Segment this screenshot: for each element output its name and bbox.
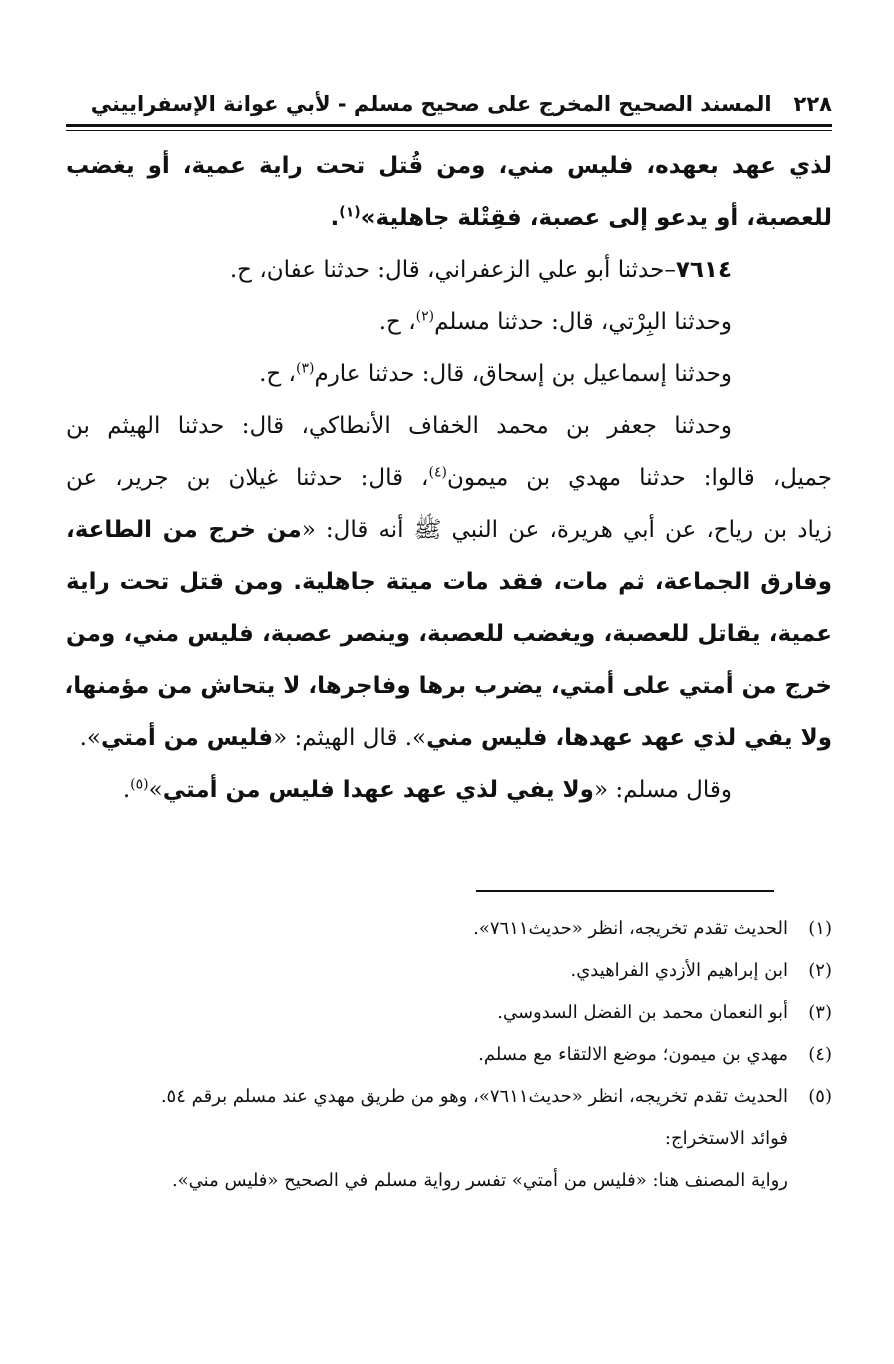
book-title: المسند الصحيح المخرج على صحيح مسلم - لأبي عوانة الإسفراييني bbox=[90, 92, 772, 116]
text-line bbox=[66, 712, 832, 764]
footnote-ref[interactable]: (٣) bbox=[295, 360, 315, 377]
hadith-number: ٧٦١٤ bbox=[675, 257, 732, 283]
line-text: . bbox=[122, 777, 131, 803]
text-line bbox=[66, 296, 832, 348]
footnote-text: أبو النعمان محمد بن الفضل السدوسي. bbox=[497, 1002, 788, 1023]
line-text: ، ح. bbox=[259, 361, 296, 387]
text-line bbox=[66, 660, 832, 712]
footnote-ref[interactable]: (٢) bbox=[415, 308, 435, 325]
line-text: لذي عهد بعهده، فليس مني، ومن قُتل تحت راية عمية، أو يغضب bbox=[66, 153, 832, 179]
line-text: زياد بن رياح، عن أبي هريرة، عن النبي ﷺ أنه قال: « bbox=[301, 517, 832, 543]
line-text: » bbox=[148, 777, 163, 803]
footnote-ref[interactable]: (٤) bbox=[428, 464, 447, 481]
footnote-text: الحديث تقدم تخريجه، انظر «حديث٧٦١١». bbox=[473, 918, 788, 939]
header-rule-thick bbox=[66, 124, 832, 127]
footnote-number: (٥) bbox=[808, 1086, 832, 1107]
hadith-text: وفارق الجماعة، ثم مات، فقد مات ميتة جاهلية. ومن قتل تحت راية bbox=[66, 569, 832, 595]
footnote-number: (١) bbox=[808, 918, 832, 939]
footnote-number: (٤) bbox=[808, 1044, 832, 1065]
text-line bbox=[66, 504, 832, 556]
line-text: وحدثنا إسماعيل بن إسحاق، قال: حدثنا عارم bbox=[314, 361, 732, 387]
footnote bbox=[66, 950, 832, 992]
footnote-number: (٣) bbox=[808, 1002, 832, 1023]
text-line: للعصبة، أو يدعو إلى عصبة، فقِتْلة جاهلية»$^{(١)}$. bbox=[330, 204, 832, 231]
line-text: للعصبة، أو يدعو إلى عصبة، فقِتْلة جاهلية» bbox=[360, 205, 832, 231]
footnote-text: رواية المصنف هنا: «فليس من أمتي» تفسر رواية مسلم في الصحيح «فليس مني». bbox=[171, 1170, 788, 1191]
footnote-number: (٢) bbox=[808, 960, 832, 981]
footnote-subheading bbox=[66, 1118, 832, 1160]
line-text: جميل، قالوا: حدثنا مهدي بن ميمون bbox=[446, 465, 832, 491]
text-line bbox=[66, 764, 832, 816]
line-text: ، قال: حدثنا غيلان بن جرير، عن bbox=[66, 465, 429, 491]
text-line bbox=[66, 452, 832, 504]
footnote-text: الحديث تقدم تخريجه، انظر «حديث٧٦١١»، وهو من طريق مهدي عند مسلم برقم ٥٤. bbox=[160, 1086, 788, 1107]
footnote bbox=[66, 908, 832, 950]
footnote bbox=[66, 992, 832, 1034]
footnotes bbox=[66, 908, 832, 1202]
footnote-continuation bbox=[66, 1160, 832, 1202]
footnote bbox=[66, 1034, 832, 1076]
footnote-text: مهدي بن ميمون؛ موضع الالتقاء مع مسلم. bbox=[478, 1044, 788, 1065]
text-line bbox=[66, 608, 832, 660]
hadith-text: من خرج من الطاعة، bbox=[66, 517, 302, 543]
text-line bbox=[66, 140, 832, 192]
footnote-separator bbox=[476, 890, 774, 892]
text-line bbox=[66, 348, 832, 400]
footnote-ref[interactable]: (٥) bbox=[130, 776, 149, 793]
text-line bbox=[66, 400, 832, 452]
footnote-text: فوائد الاستخراج: bbox=[664, 1128, 788, 1149]
footnote-text: ابن إبراهيم الأزدي الفراهيدي. bbox=[570, 960, 788, 981]
line-text: وقال مسلم: « bbox=[593, 777, 732, 803]
footnote bbox=[66, 1076, 832, 1118]
hadith-text: فليس من أمتي bbox=[101, 725, 274, 751]
header-rule-thin bbox=[66, 130, 832, 131]
line-text: ». bbox=[79, 725, 101, 751]
main-text bbox=[66, 140, 832, 816]
text-line bbox=[66, 556, 832, 608]
hadith-text: عمية، يقاتل للعصبة، ويغضب للعصبة، وينصر عصبة، فليس مني، ومن bbox=[66, 621, 832, 647]
line-text: ». قال الهيثم: « bbox=[273, 725, 427, 751]
hadith-text: خرج من أمتي على أمتي، يضرب برها وفاجرها، لا يتحاش من مؤمنها، bbox=[64, 673, 832, 699]
hadith-text: ولا يفي لذي عهد عهدا فليس من أمتي bbox=[162, 777, 594, 803]
line-text: ، ح. bbox=[378, 309, 416, 335]
page-number: ٢٢٨ bbox=[793, 92, 832, 116]
hadith-text: ولا يفي لذي عهد عهدها، فليس مني bbox=[426, 725, 832, 751]
line-text: وحدثنا البِرْتي، قال: حدثنا مسلم bbox=[434, 309, 732, 335]
running-header bbox=[66, 86, 832, 122]
line-text: وحدثنا جعفر بن محمد الخفاف الأنطاكي، قال: حدثنا الهيثم بن bbox=[66, 413, 732, 439]
line-text: –حدثنا أبو علي الزعفراني، قال: حدثنا عفان، ح. bbox=[229, 257, 676, 283]
hadith-start-line bbox=[66, 244, 832, 296]
footnote-ref[interactable]: (١) bbox=[339, 204, 361, 221]
